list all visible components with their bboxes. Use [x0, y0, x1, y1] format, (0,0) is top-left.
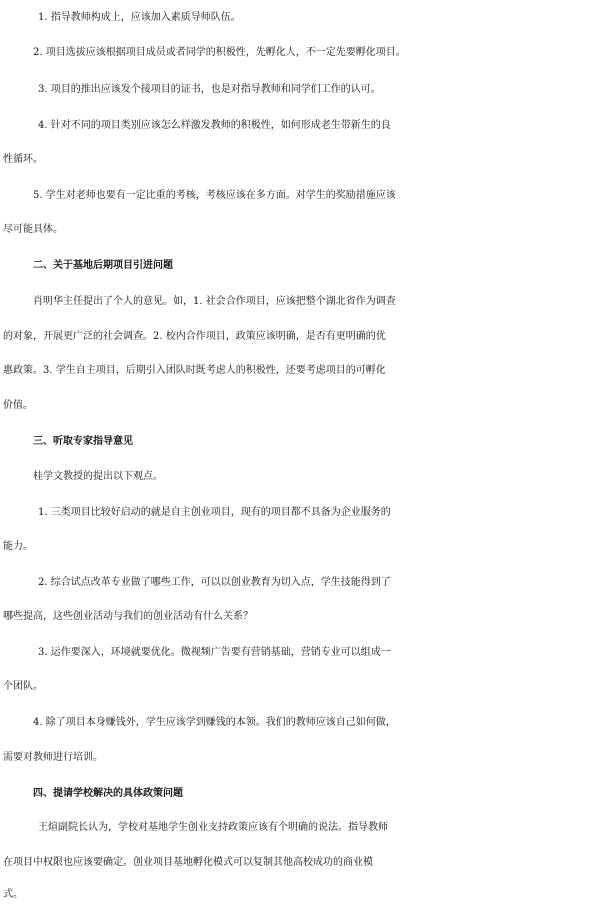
- text-line: 4. 除了项目本身赚钱外，学生应该学到赚钱的本领。我们的教师应该自己如何做，: [33, 717, 396, 728]
- section-heading: 四、提请学校解决的具体政策问题: [33, 788, 183, 799]
- text-line: 尽可能具体。: [3, 224, 63, 235]
- text-line: 式。: [3, 889, 23, 900]
- text-line: 能力。: [3, 541, 33, 552]
- text-line: 4. 针对不同的项目类别应该怎么样激发教师的积极性，如何形成老生带新生的良: [38, 120, 391, 131]
- text-line: 2. 项目选拔应该根据项目成员或者同学的积极性，先孵化人，不一定先要孵化项目。: [33, 47, 406, 58]
- section-heading: 二、关于基地后期项目引进问题: [33, 260, 173, 271]
- text-line: 肖明华主任提出了个人的意见。如，1. 社会合作项目，应该把整个湖北省作为调查: [33, 296, 396, 307]
- text-line: 3. 项目的推出应该发个接项目的证书，也是对指导教师和同学们工作的认可。: [38, 84, 381, 95]
- text-line: 的对象，开展更广泛的社会调查。2. 校内合作项目，政策应该明确，是否有更明确的优: [3, 331, 386, 342]
- text-line: 桂学文教授的提出以下观点。: [33, 471, 163, 482]
- text-line: 2. 综合试点改革专业做了哪些工作，可以以创业教育为切入点，学生技能得到了: [38, 577, 391, 588]
- text-line: 5. 学生对老师也要有一定比重的考核，考核应该在多方面。对学生的奖励措施应该: [33, 190, 396, 201]
- text-line: 哪些提高，这些创业活动与我们的创业活动有什么关系？: [3, 611, 253, 622]
- text-line: 1. 指导教师构成上，应该加入素质导师队伍。: [38, 12, 241, 23]
- text-line: 需要对教师进行培训。: [3, 752, 103, 763]
- text-line: 惠政策。3. 学生自主项目，后期引入团队时既考虑人的积极性，还要考虑项目的可孵化: [3, 365, 386, 376]
- text-line: 3. 运作要深入，环境就要优化。微视频广告要有营销基础，营销专业可以组成一: [38, 647, 391, 658]
- section-heading: 三、听取专家指导意见: [33, 436, 133, 447]
- text-line: 在项目中权限也应该要确定。创业项目基地孵化模式可以复制其他高校成功的商业模: [3, 857, 373, 868]
- text-line: 1. 三类项目比较好启动的就是自主创业项目，现有的项目都不具备为企业服务的: [38, 507, 391, 518]
- text-line: 性循环。: [3, 154, 43, 165]
- text-line: 个团队。: [3, 681, 43, 692]
- text-line: 价值。: [3, 400, 33, 411]
- text-line: 王煊副院长认为，学校对基地学生创业支持政策应该有个明确的说法。指导教师: [38, 822, 388, 833]
